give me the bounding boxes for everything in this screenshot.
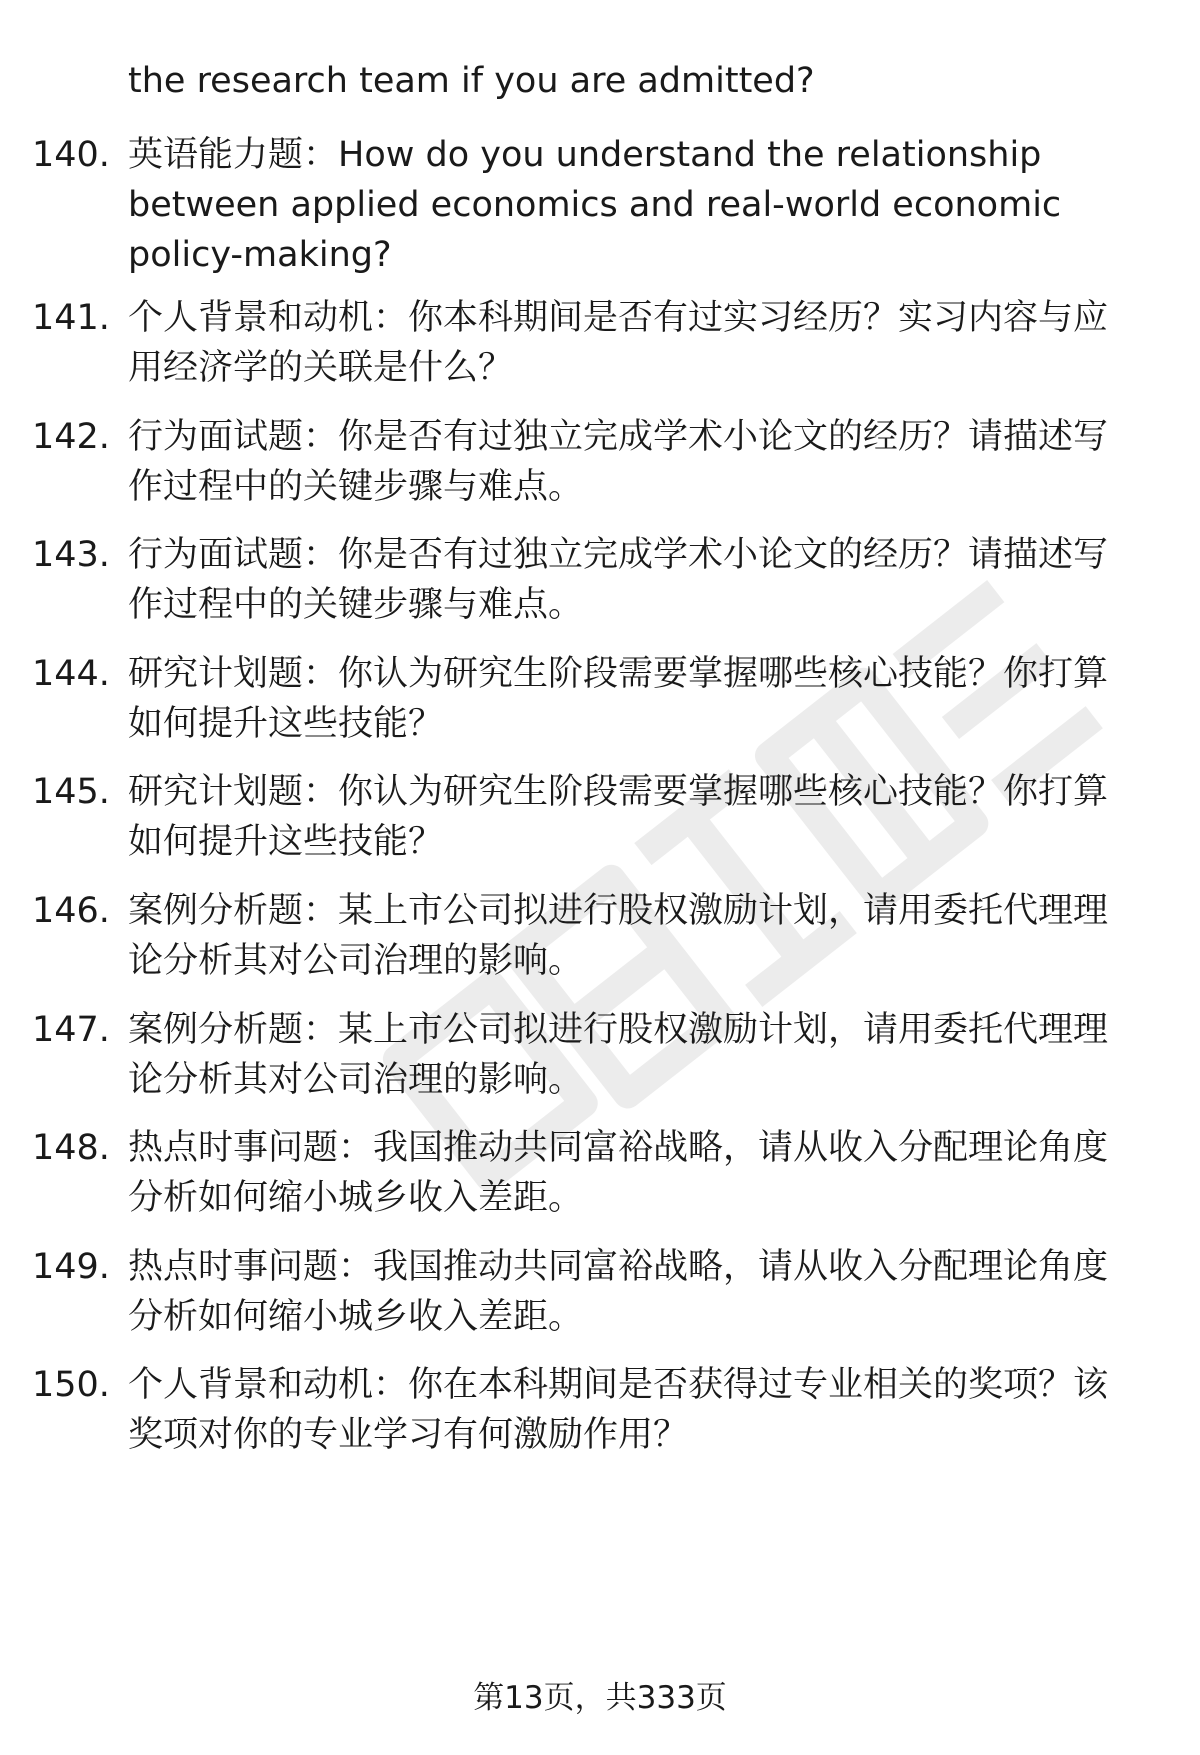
question-text: 热点时事问题：我国推动共同富裕战略，请从收入分配理论角度分析如何缩小城乡收入差距。 <box>128 1247 1109 1337</box>
question-text: 行为面试题：你是否有过独立完成学术小论文的经历？请描述写作过程中的关键步骤与难点。 <box>128 535 1109 625</box>
question-text: 个人背景和动机：你本科期间是否有过实习经历？实习内容与应用经济学的关联是什么？ <box>128 298 1109 388</box>
question-text: 热点时事问题：我国推动共同富裕战略，请从收入分配理论角度分析如何缩小城乡收入差距。 <box>128 1128 1109 1218</box>
question-number: 148. <box>32 1128 110 1168</box>
page-footer: 第13页，共333页 <box>473 1680 727 1716</box>
question-text: 行为面试题：你是否有过独立完成学术小论文的经历？请描述写作过程中的关键步骤与难点。 <box>128 417 1109 507</box>
question-text: 英语能力题：How do you understand the relationship between applied economics and real-world economic policy-making? <box>128 135 1062 275</box>
question-number: 147. <box>32 1010 110 1050</box>
question-number: 145. <box>32 772 110 812</box>
question-text: 案例分析题：某上市公司拟进行股权激励计划，请用委托代理理论分析其对公司治理的影响。 <box>128 891 1109 981</box>
question-number: 150. <box>32 1365 110 1405</box>
question-number: 149. <box>32 1247 110 1287</box>
question-number: 141. <box>32 298 110 338</box>
question-number: 142. <box>32 417 110 457</box>
question-number: 140. <box>32 135 110 175</box>
question-number: 146. <box>32 891 110 931</box>
question-text: 研究计划题：你认为研究生阶段需要掌握哪些核心技能？你打算如何提升这些技能？ <box>128 772 1109 862</box>
question-number: 144. <box>32 654 110 694</box>
continuation-text: the research team if you are admitted? <box>128 61 815 101</box>
question-number: 143. <box>32 535 110 575</box>
question-text: 研究计划题：你认为研究生阶段需要掌握哪些核心技能？你打算如何提升这些技能？ <box>128 654 1109 744</box>
question-text: 案例分析题：某上市公司拟进行股权激励计划，请用委托代理理论分析其对公司治理的影响。 <box>128 1010 1109 1100</box>
question-text: 个人背景和动机：你在本科期间是否获得过专业相关的奖项？该奖项对你的专业学习有何激励作用？ <box>128 1365 1109 1455</box>
